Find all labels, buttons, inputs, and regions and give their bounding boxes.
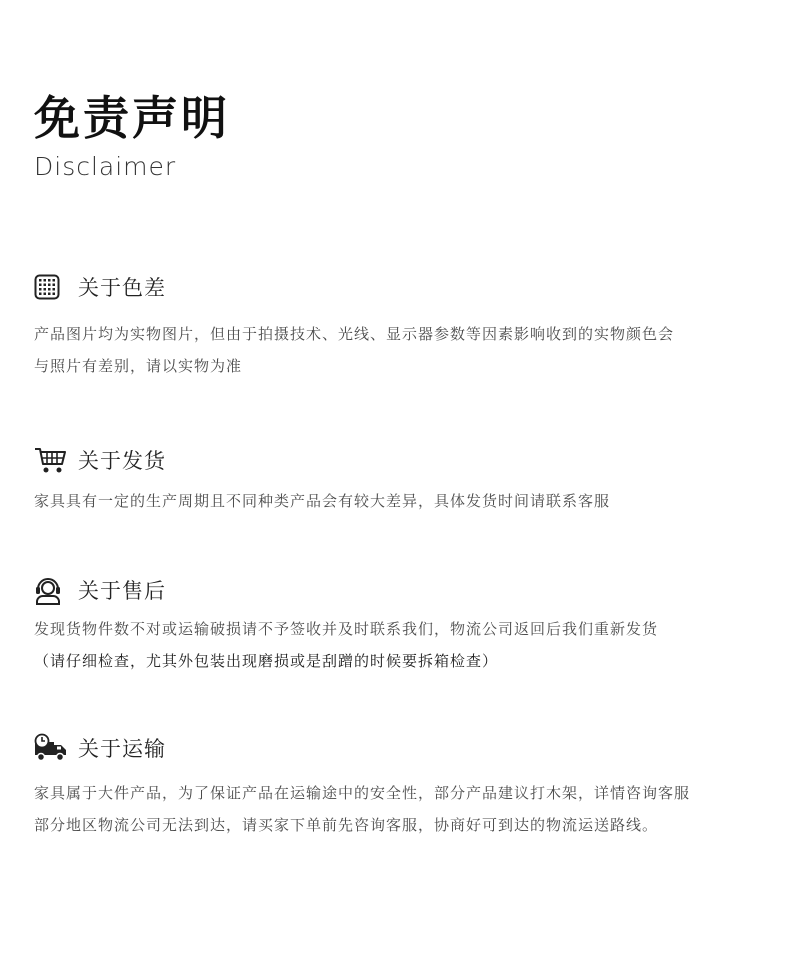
section-title: 关于售后 (78, 579, 166, 603)
section-text-line: 产品图片均为实物图片，但由于拍摄技术、光线、显示器参数等因素影响收到的实物颜色会 (34, 325, 675, 343)
section-header (34, 573, 764, 607)
section-color-difference (34, 270, 764, 382)
section-text-line: 部分地区物流公司无法到达，请买家下单前先咨询客服，协商好可到达的物流运送路线。 (34, 816, 659, 834)
section-text-line: 家具属于大件产品，为了保证产品在运输途中的安全性，部分产品建议打木架，详情咨询客服 (34, 784, 691, 802)
delivery-truck-icon (34, 733, 68, 763)
page-title: 免责声明 (34, 91, 230, 145)
section-header (34, 731, 764, 765)
section-title: 关于运输 (78, 737, 166, 761)
section-shipping (34, 443, 764, 517)
section-header (34, 270, 764, 304)
section-title: 关于色差 (78, 276, 166, 300)
section-text-line: 与照片有差别，请以实物为准 (34, 357, 243, 375)
section-text-line: （请仔细检查，尤其外包装出现磨损或是刮蹭的时候要拆箱检查） (34, 652, 499, 670)
section-after-sales (34, 573, 764, 677)
section-header (34, 443, 764, 477)
section-text-line: 家具具有一定的生产周期且不同种类产品会有较大差异，具体发货时间请联系客服 (34, 492, 611, 510)
color-swatch-icon (34, 272, 68, 302)
page-subtitle: Disclaimer (34, 152, 177, 181)
shopping-cart-icon (34, 445, 68, 475)
section-title: 关于发货 (78, 449, 166, 473)
section-text-line: 发现货物件数不对或运输破损请不予签收并及时联系我们，物流公司返回后我们重新发货 (34, 620, 659, 638)
section-transport (34, 731, 764, 841)
customer-service-icon (34, 575, 68, 605)
